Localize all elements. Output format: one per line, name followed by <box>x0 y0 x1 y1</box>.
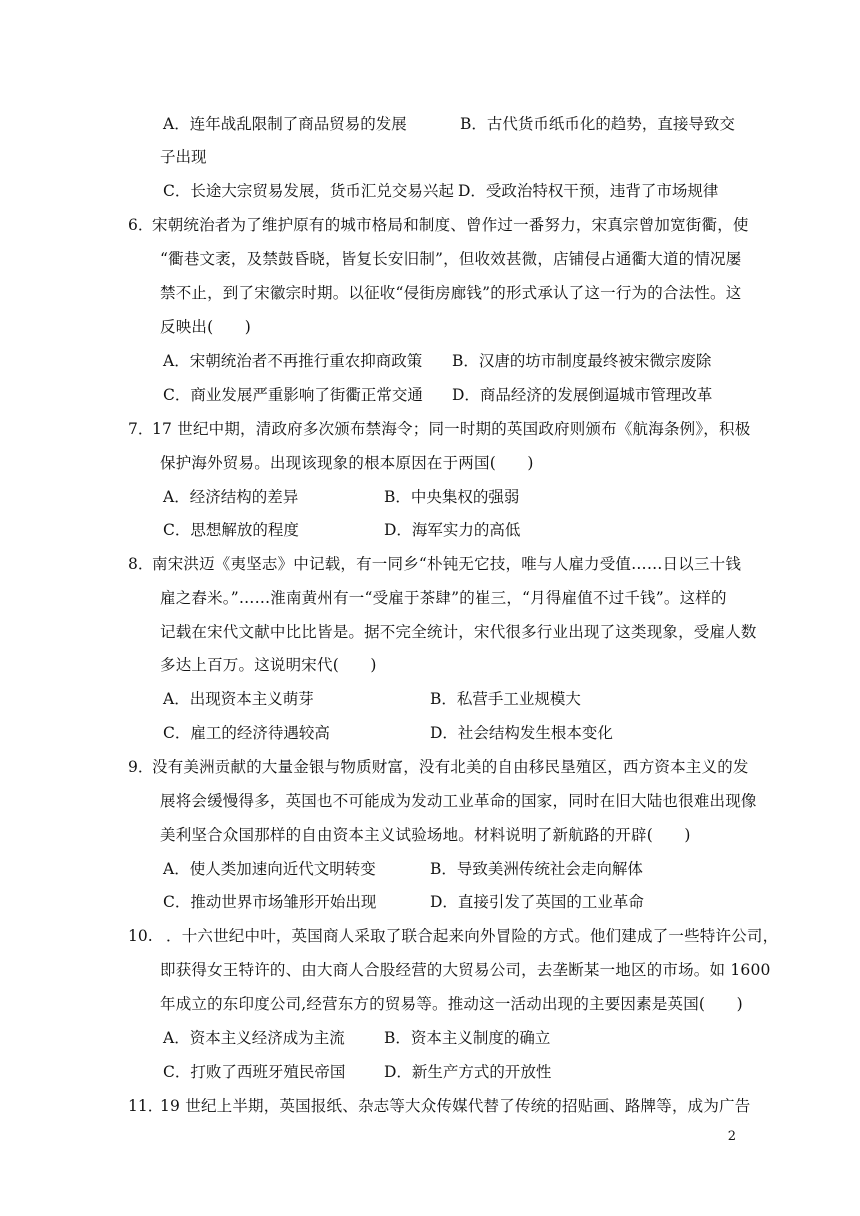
q6-option-a: A．宋朝统治者不再推行重农抑商政策 <box>163 352 423 370</box>
q8-stem-line-4: 多达上百万。这说明宋代( ) <box>160 656 377 674</box>
q6-stem-line-3: 禁不止，到了宋徽宗时期。以征收“侵街房廊钱”的形式承认了这一行为的合法性。这 <box>160 284 742 302</box>
q10-option-b: B．资本主义制度的确立 <box>384 1029 551 1047</box>
q11-stem-line-1: 19 世纪上半期，英国报纸、杂志等大众传媒代替了传统的招贴画、路牌等，成为广告 <box>160 1097 751 1115</box>
q6-option-c: C．商业发展严重影响了街衢正常交通 <box>163 386 423 404</box>
q10-number: 10. <box>128 927 153 945</box>
q6-number: 6． <box>128 216 154 234</box>
q9-option-b: B．导致美洲传统社会走向解体 <box>430 860 643 878</box>
q8-option-d: D．社会结构发生根本变化 <box>430 724 613 742</box>
q5-option-d: D．受政治特权干预，违背了市场规律 <box>458 182 719 200</box>
q9-option-a: A．使人类加速向近代文明转变 <box>163 860 376 878</box>
q7-option-b: B．中央集权的强弱 <box>384 488 520 506</box>
q6-option-d: D．商品经济的发展倒逼城市管理改革 <box>452 386 713 404</box>
q8-stem-line-2: 雇之舂米。”……淮南黄州有一“受雇于茶肆”的崔三，“月得雇值不过千钱”。这样的 <box>160 589 727 607</box>
q9-stem-line-2: 展将会缓慢得多，英国也不可能成为发动工业革命的国家，同时在旧大陆也很难出现像 <box>160 792 757 810</box>
q5-option-b: B．古代货币纸币化的趋势，直接导致交 <box>460 115 735 133</box>
q8-option-b: B．私营手工业规模大 <box>430 690 581 708</box>
q7-number: 7． <box>128 420 154 438</box>
q5-option-a: A．连年战乱限制了商品贸易的发展 <box>163 115 407 133</box>
q10-option-a: A．资本主义经济成为主流 <box>163 1029 345 1047</box>
q8-option-a: A．出现资本主义萌芽 <box>163 690 314 708</box>
q9-option-c: C．推动世界市场雏形开始出现 <box>163 893 377 911</box>
q10-option-d: D．新生产方式的开放性 <box>384 1063 552 1081</box>
q7-option-d: D．海军实力的高低 <box>384 521 521 539</box>
q10-stem-line-2: 即获得女王特许的、由大商人合股经营的大贸易公司，去垄断某一地区的市场。如 1600 <box>160 961 771 979</box>
q10-option-c: C．打败了西班牙殖民帝国 <box>163 1063 346 1081</box>
q6-option-b: B．汉唐的坊市制度最终被宋微宗废除 <box>452 352 712 370</box>
q7-option-c: C．思想解放的程度 <box>163 521 299 539</box>
q10-stem-line-1: ．十六世纪中叶，英国商人采取了联合起来向外冒险的方式。他们建成了一些特许公司， <box>166 927 779 945</box>
q8-option-c: C．雇工的经济待遇较高 <box>163 724 330 742</box>
q6-stem-line-4: 反映出( ) <box>160 318 251 336</box>
q6-stem-line-1: 宋朝统治者为了维护原有的城市格局和制度、曾作过一番努力，宋真宗曾加宽街衢，使 <box>152 216 749 234</box>
q10-stem-line-3: 年成立的东印度公司,经营东方的贸易等。推动这一活动出现的主要因素是英国( ) <box>160 995 743 1013</box>
q8-stem-line-1: 南宋洪迈《夷坚志》中记载，有一同乡“朴钝无它技，唯与人雇力受值……日以三十钱 <box>152 555 742 573</box>
page-number: 2 <box>727 1129 736 1144</box>
q5-option-c: C．长途大宗贸易发展，货币汇兑交易兴起 <box>163 182 454 200</box>
q6-stem-line-2: “衢巷文袤，及禁鼓昏晓，皆复长安旧制”，但收效甚微，店铺侵占通衢大道的情况屡 <box>160 250 742 268</box>
q7-stem-line-1: 17 世纪中期，清政府多次颁布禁海令；同一时期的英国政府则颁布《航海条例》，积极 <box>152 420 751 438</box>
q11-number: 11． <box>128 1097 164 1115</box>
q7-stem-line-2: 保护海外贸易。出现该现象的根本原因在于两国( ) <box>160 454 534 472</box>
q9-option-d: D．直接引发了英国的工业革命 <box>430 893 644 911</box>
q8-number: 8． <box>128 555 154 573</box>
q9-number: 9． <box>128 758 154 776</box>
q9-stem-line-3: 美利坚合众国那样的自由资本主义试验场地。材料说明了新航路的开辟( ) <box>160 826 691 844</box>
q5-option-b-cont: 子出现 <box>160 148 207 166</box>
q8-stem-line-3: 记载在宋代文献中比比皆是。据不完全统计，宋代很多行业出现了这类现象，受雇人数 <box>160 623 757 641</box>
q9-stem-line-1: 没有美洲贡献的大量金银与物质财富，没有北美的自由移民垦殖区，西方资本主义的发 <box>152 758 749 776</box>
q7-option-a: A．经济结构的差异 <box>163 488 299 506</box>
